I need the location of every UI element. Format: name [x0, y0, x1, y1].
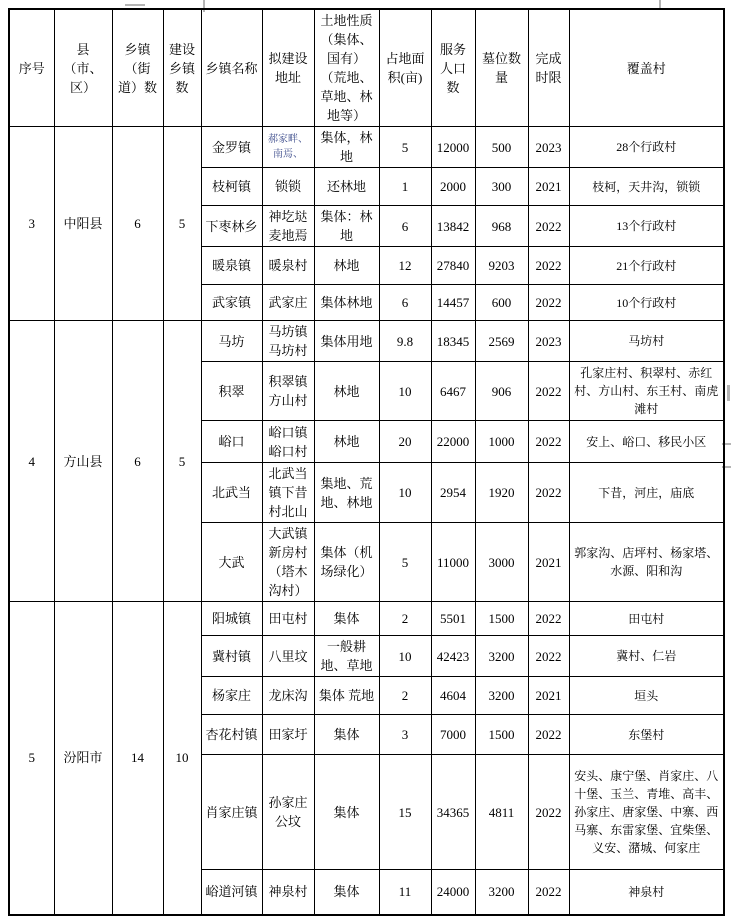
cell-population: 18345	[431, 321, 475, 362]
cell-land_type: 集体林地	[314, 285, 379, 321]
cell-population: 4604	[431, 677, 475, 715]
cell-land_type: 林地	[314, 247, 379, 285]
cell-graves: 600	[475, 285, 528, 321]
col-header-population: 服务人口数	[431, 9, 475, 127]
cell-build_count: 10	[163, 602, 201, 915]
cell-villages: 28个行政村	[569, 127, 724, 168]
cell-town_count: 6	[112, 321, 163, 602]
cell-area: 10	[379, 463, 431, 523]
cell-land_type: 集体用地	[314, 321, 379, 362]
cell-town_name: 杨家庄	[201, 677, 262, 715]
cell-address: 神圪垯麦地焉	[262, 206, 314, 247]
cell-area: 6	[379, 285, 431, 321]
cell-town_name: 冀村镇	[201, 636, 262, 677]
cell-land_type: 还林地	[314, 168, 379, 206]
table-row	[9, 127, 724, 168]
cell-population: 11000	[431, 523, 475, 602]
cell-graves: 1500	[475, 602, 528, 636]
cell-town_name: 下枣林乡	[201, 206, 262, 247]
cell-graves: 3000	[475, 523, 528, 602]
cell-town_name: 枝柯镇	[201, 168, 262, 206]
cell-population: 14457	[431, 285, 475, 321]
cemetery-plan-table	[8, 8, 725, 916]
col-header-town_name: 乡镇名称	[201, 9, 262, 127]
cell-area: 15	[379, 755, 431, 870]
cell-population: 12000	[431, 127, 475, 168]
cell-address: 马坊镇马坊村	[262, 321, 314, 362]
col-header-address: 拟建设地址	[262, 9, 314, 127]
cell-population: 24000	[431, 870, 475, 915]
cell-deadline: 2022	[528, 285, 569, 321]
cell-town_name: 峪口	[201, 421, 262, 463]
cell-villages: 冀村、仁岩	[569, 636, 724, 677]
cell-population: 22000	[431, 421, 475, 463]
cell-land_type: 集体	[314, 715, 379, 755]
cell-villages: 21个行政村	[569, 247, 724, 285]
cell-address: 龙床沟	[262, 677, 314, 715]
cell-area: 11	[379, 870, 431, 915]
cell-graves: 3200	[475, 870, 528, 915]
cell-land_type: 集体	[314, 870, 379, 915]
cell-land_type: 集体：林地	[314, 206, 379, 247]
cell-land_type: 一般耕地、草地	[314, 636, 379, 677]
cell-land_type: 林地	[314, 421, 379, 463]
cell-area: 5	[379, 127, 431, 168]
cell-address: 神泉村	[262, 870, 314, 915]
cell-area: 20	[379, 421, 431, 463]
cell-address: 北武当镇下昔村北山	[262, 463, 314, 523]
cell-graves: 3200	[475, 636, 528, 677]
cell-address: 田家圩	[262, 715, 314, 755]
cell-area: 3	[379, 715, 431, 755]
cell-graves: 9203	[475, 247, 528, 285]
col-header-area: 占地面积(亩)	[379, 9, 431, 127]
col-header-build_count: 建设乡镇数	[163, 9, 201, 127]
cell-villages: 下昔，河庄，庙底	[569, 463, 724, 523]
cell-area: 2	[379, 677, 431, 715]
cell-villages: 郭家沟、店坪村、杨家塔、水源、阳和沟	[569, 523, 724, 602]
cell-deadline: 2023	[528, 321, 569, 362]
cell-population: 42423	[431, 636, 475, 677]
cell-graves: 2569	[475, 321, 528, 362]
cell-graves: 3200	[475, 677, 528, 715]
cell-county: 方山县	[54, 321, 112, 602]
table-row	[9, 602, 724, 636]
cell-villages: 田屯村	[569, 602, 724, 636]
cell-villages: 10个行政村	[569, 285, 724, 321]
cell-land_type: 集体	[314, 755, 379, 870]
cell-town_name: 积翠	[201, 362, 262, 421]
cell-area: 12	[379, 247, 431, 285]
cell-population: 2000	[431, 168, 475, 206]
cell-address: 郝家畔、南焉、	[262, 127, 314, 168]
col-header-county: 县（市、区）	[54, 9, 112, 127]
cell-town_name: 肖家庄镇	[201, 755, 262, 870]
table-row	[9, 321, 724, 362]
cell-address: 武家庄	[262, 285, 314, 321]
cell-villages: 神泉村	[569, 870, 724, 915]
cell-index: 3	[9, 127, 54, 321]
cell-town_name: 金罗镇	[201, 127, 262, 168]
cell-villages: 东堡村	[569, 715, 724, 755]
cell-town_name: 大武	[201, 523, 262, 602]
cell-area: 10	[379, 362, 431, 421]
cell-land_type: 集体（机场绿化）	[314, 523, 379, 602]
cell-land_type: 集地、荒地、林地	[314, 463, 379, 523]
cell-build_count: 5	[163, 127, 201, 321]
cell-build_count: 5	[163, 321, 201, 602]
cell-villages: 13个行政村	[569, 206, 724, 247]
cell-deadline: 2021	[528, 677, 569, 715]
cell-address: 田屯村	[262, 602, 314, 636]
cell-deadline: 2022	[528, 247, 569, 285]
cell-villages: 安上、峪口、移民小区	[569, 421, 724, 463]
cell-population: 5501	[431, 602, 475, 636]
cell-town_name: 阳城镇	[201, 602, 262, 636]
col-header-land_type: 土地性质（集体、国有）（荒地、草地、林地等）	[314, 9, 379, 127]
cell-town_name: 北武当	[201, 463, 262, 523]
cell-area: 5	[379, 523, 431, 602]
cell-graves: 500	[475, 127, 528, 168]
cell-address: 孙家庄公坟	[262, 755, 314, 870]
cell-deadline: 2022	[528, 870, 569, 915]
cell-town_name: 杏花村镇	[201, 715, 262, 755]
cell-population: 34365	[431, 755, 475, 870]
cell-land_type: 集体，林地	[314, 127, 379, 168]
cell-address: 大武镇新房村（塔木沟村）	[262, 523, 314, 602]
col-header-graves: 墓位数量	[475, 9, 528, 127]
cell-deadline: 2022	[528, 362, 569, 421]
cell-index: 4	[9, 321, 54, 602]
cell-area: 2	[379, 602, 431, 636]
col-header-deadline: 完成时限	[528, 9, 569, 127]
cell-graves: 906	[475, 362, 528, 421]
cell-area: 1	[379, 168, 431, 206]
cell-graves: 1000	[475, 421, 528, 463]
cell-address: 暖泉村	[262, 247, 314, 285]
cell-population: 27840	[431, 247, 475, 285]
cell-address: 锁锁	[262, 168, 314, 206]
cell-deadline: 2022	[528, 636, 569, 677]
cell-deadline: 2022	[528, 206, 569, 247]
cell-graves: 300	[475, 168, 528, 206]
cell-land_type: 集体	[314, 602, 379, 636]
cell-deadline: 2021	[528, 523, 569, 602]
cell-address: 积翠镇方山村	[262, 362, 314, 421]
cemetery-plan-table-container	[8, 8, 725, 916]
cell-address: 峪口镇峪口村	[262, 421, 314, 463]
cell-area: 10	[379, 636, 431, 677]
cell-deadline: 2022	[528, 755, 569, 870]
cell-population: 7000	[431, 715, 475, 755]
cell-deadline: 2022	[528, 421, 569, 463]
cell-graves: 968	[475, 206, 528, 247]
cell-land_type: 林地	[314, 362, 379, 421]
cell-town_name: 暖泉镇	[201, 247, 262, 285]
cell-villages: 安头、康宁堡、肖家庄、八十堡、玉兰、青堆、高丰、孙家庄、唐家堡、中寨、西马寨、东雷家堡、宜柴堡、义安、潴城、何家庄	[569, 755, 724, 870]
cell-deadline: 2022	[528, 463, 569, 523]
cell-graves: 1920	[475, 463, 528, 523]
cell-county: 中阳县	[54, 127, 112, 321]
cell-deadline: 2023	[528, 127, 569, 168]
cell-county: 汾阳市	[54, 602, 112, 915]
edge-fragment-1	[727, 385, 730, 401]
cell-villages: 孔家庄村、积翠村、赤红村、方山村、东王村、南虎滩村	[569, 362, 724, 421]
col-header-index: 序号	[9, 9, 54, 127]
cell-land_type: 集体 荒地	[314, 677, 379, 715]
cell-villages: 马坊村	[569, 321, 724, 362]
cell-population: 13842	[431, 206, 475, 247]
cell-town_name: 马坊	[201, 321, 262, 362]
cell-index: 5	[9, 602, 54, 915]
col-header-town_count: 乡镇（街道）数	[112, 9, 163, 127]
ruler-mark-top-left	[125, 4, 145, 6]
cell-population: 6467	[431, 362, 475, 421]
cell-deadline: 2022	[528, 715, 569, 755]
cell-area: 9.8	[379, 321, 431, 362]
cell-town_name: 峪道河镇	[201, 870, 262, 915]
cell-graves: 4811	[475, 755, 528, 870]
cell-villages: 垣头	[569, 677, 724, 715]
cell-town_count: 14	[112, 602, 163, 915]
cell-town_count: 6	[112, 127, 163, 321]
col-header-villages: 覆盖村	[569, 9, 724, 127]
cell-town_name: 武家镇	[201, 285, 262, 321]
cell-villages: 枝柯，天井沟，锁锁	[569, 168, 724, 206]
header-row	[9, 9, 724, 127]
cell-deadline: 2022	[528, 602, 569, 636]
cell-area: 6	[379, 206, 431, 247]
cell-address: 八里坟	[262, 636, 314, 677]
cell-graves: 1500	[475, 715, 528, 755]
cell-population: 2954	[431, 463, 475, 523]
cell-deadline: 2021	[528, 168, 569, 206]
